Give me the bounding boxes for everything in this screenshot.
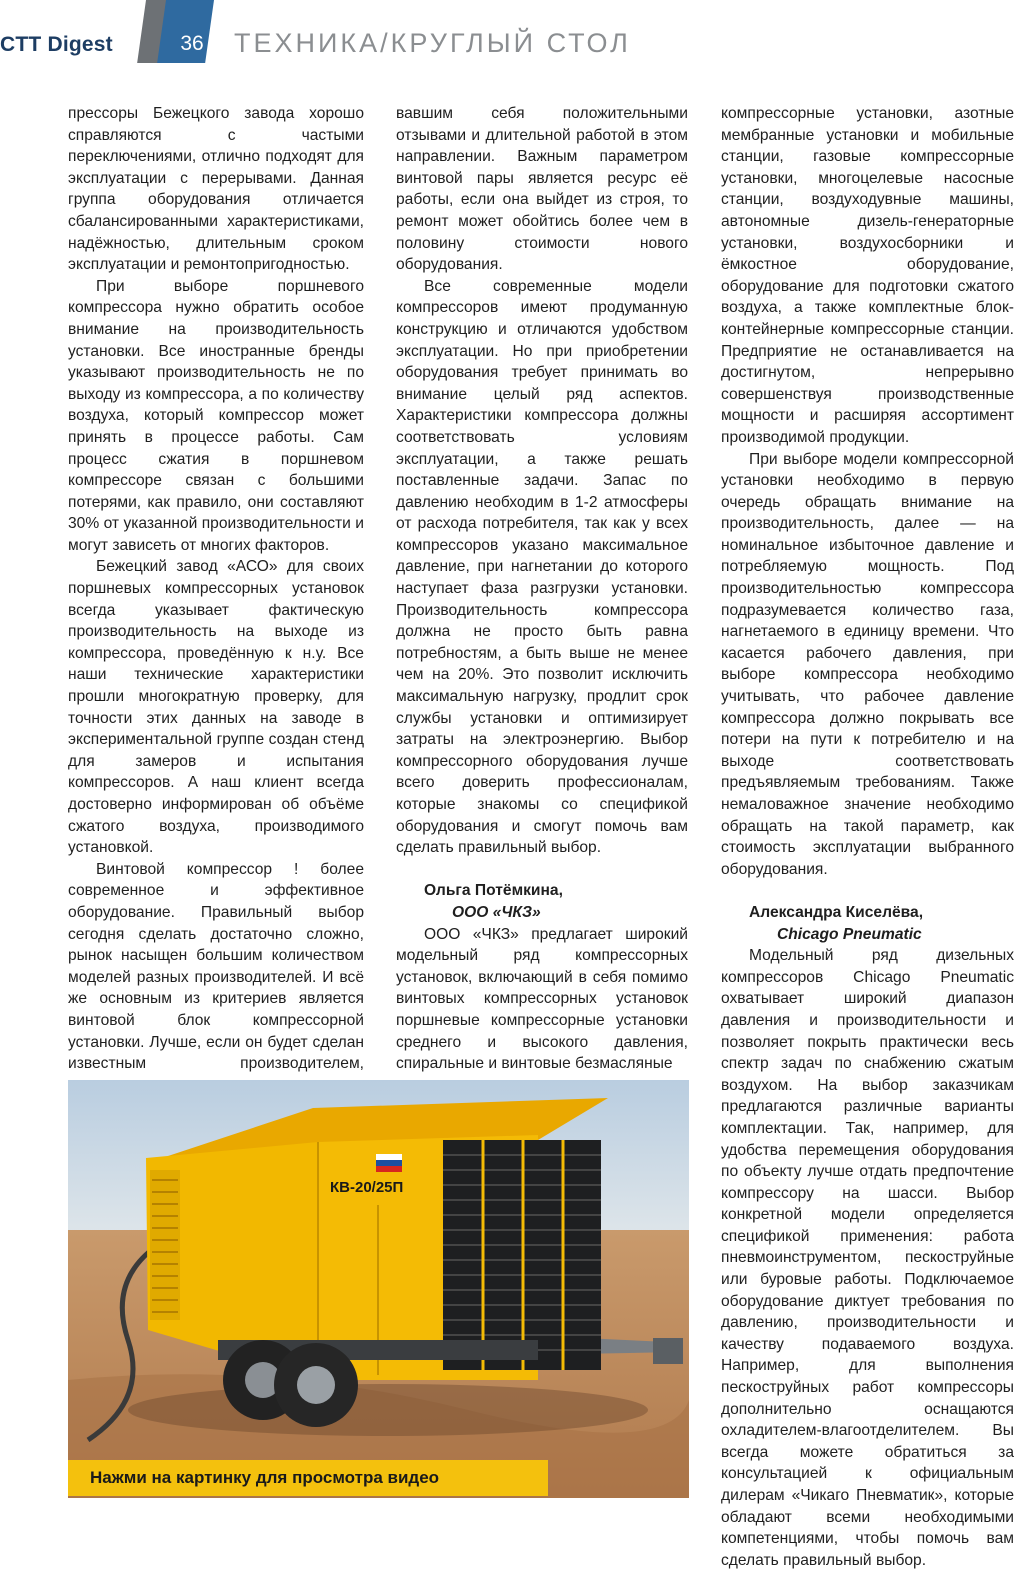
video-caption-bar[interactable] [68,1460,548,1496]
paragraph: При выборе поршневого компрессора нужно обратить особое внимание на производительность установки. Все иностранные бренды указывают производительность не по выходу из компрессора, а по количеству воздуха, который компрессор может принять в процессе работы. Сам процесс сжатия в поршневом компрессоре связан с большими потерями, как правило, они составляют 30% от указанной производительности и могут зависеть от многих факторов. [68,277,364,554]
paragraph: Бежецкий завод «АСО» для своих поршневых компрессорных установок всегда указывает фактическую производительность на выходе из компрессора, проведённую к н.у. Все наши технические характеристики прошли многократную проверку, для точности этих данных на заводе в экспериментальной группе создан стенд для замеров и испытания компрессоров. А наш клиент всегда достоверно информирован об объёме сжатого воздуха, производимого установкой. [68,558,364,857]
paragraph: прессоры Бежецкого завода хорошо справляются с частыми переключениями, отлично подходят для эксплуатации с перерывами. Данная группа оборудования отличается сбалансированными характеристиками, надёжностью, длительным сроком эксплуатации и ремонтопригодностью. [68,105,364,274]
paragraph: ООО «ЧКЗ» предлагает широкий модельный ряд компрессорных установок, включающий в себя помимо винтовых компрессорных установок поршневые компрессорные установки среднего и высокого давления, спиральные и винтовые безмасляные [396,925,688,1073]
model-label: КВ-20/25П [330,1179,404,1196]
paragraph: Винтовой компрессор ! более современное и эффективное оборудование. Правильный выбор сегодня сделать достаточно сложно, рынок насыщен большим количеством моделей разных производителей. И всё же основным из критериев является винтовой блок компрессорной установки. Лучше, если он будет сделан известным производителем, [68,860,364,1073]
video-caption[interactable]: Нажми на картинку для просмотра видео [90,1468,440,1487]
article-column-1 [68,103,364,1096]
paragraph: Модельный ряд дизельных компрессоров Chicago Pneumatic охватывает широкий диапазон давления и производительности и позволяет покрыть практически весь спектр задач по снабжению сжатым воздухом. На выбор заказчикам предлагаются различные варианты комплектации. Так, например, для удобства перемещения оборудования по объекту лучше отдать предпочтение компрессору на шасси. Выбор конкретной модели определяется спецификой применения: работа пневмоинструментом, пескоструйные или буровые работы. Подключаемое оборудование диктует требования по давлению, производительности и качеству подаваемого воздуха. Например, для выполнения пескоструйных работ компрессоры дополнительно оснащаются охладителем-влагоотделителем. Вы всегда можете обратиться за консультацией к официальным дилерам «Чикаго Пневматик», которые обладают всеми необходимыми компетенциями, чтобы помочь вам сделать правильный выбор. [721,947,1014,1569]
page-number: 36 [180,32,204,55]
author-company: Chicago Pneumatic [777,925,922,943]
article-column-3 [721,103,1014,1571]
paragraph: компрессорные установки, азотные мембранные установки и мобильные станции, газовые компрессорные установки, многоцелевые насосные станции, воздуходувные машины, автономные дизель-генераторные установки, воздухосборники и ёмкостное оборудование, оборудование для подготовки сжатого воздуха, а также комплектные блок-контейнерные компрессорные станции. Предприятие не останавливается на достигнутом, непрерывно совершенствуя производственные мощности и расширяя ассортимент производимой продукции. [721,105,1014,446]
section-title: ТЕХНИКА/КРУГЛЫЙ СТОЛ [234,28,631,58]
author-name: Ольга Потёмкина, [424,882,563,900]
compressor-photo [68,1080,689,1498]
article-column-2 [396,103,688,1075]
magazine-brand: CTT Digest [0,33,113,56]
paragraph: При выборе модели компрессорной установки необходимо в первую очередь обращать внимание на производительность, далее — на номинальное избыточное давление и потребляемую мощность. Под производительностью компрессора подразумевается количество газа, нагнетаемого в единицу времени. Что касается рабочего давления, при выборе компрессора необходимо учитывать, что рабочее давление компрессора должно покрывать все потери на пути к потребителю и на выходе соответствовать предъявляемым требованиям. Также немаловажное значение необходимо обращать на такой параметр, как стоимость эксплуатации выбранного оборудования. [721,450,1014,878]
author-name: Александра Киселёва, [749,903,924,921]
compressor-video-thumbnail[interactable] [68,1080,689,1498]
paragraph: вавшим себя положительными отзывами и длительной работой в этом направлении. Важным параметром винтовой пары является ресурс её работы, если она выйдет из строя, то ремонт может обойтись более чем в половину стоимости нового оборудования. [396,105,688,274]
author-company: ООО «ЧКЗ» [452,903,541,921]
paragraph: Все современные модели компрессоров имеют продуманную конструкцию и отличаются удобством эксплуатации. Но при приобретении оборудования требует принимать во внимание целый ряд аспектов. Характеристики компрессора должны соответствовать условиям эксплуатации, а также решать поставленные задачи. Запас по давлению необходим в 1-2 атмосферы от расхода потребителя, так как у всех компрессоров указано максимальное давление, при нагнетании до которого наступает фаза разгрузки установки. Производительность компрессора должна не просто быть равна потребностям, а быть выше не менее чем на 20%. Это позволит исключить максимальную нагрузку, продлит срок службы установки и оптимизирует затраты на электроэнергию. Выбор компрессорного оборудования лучше всего доверить профессионалам, которые знакомы со спецификой оборудования и смогут помочь вам сделать правильный выбор. [396,277,688,857]
